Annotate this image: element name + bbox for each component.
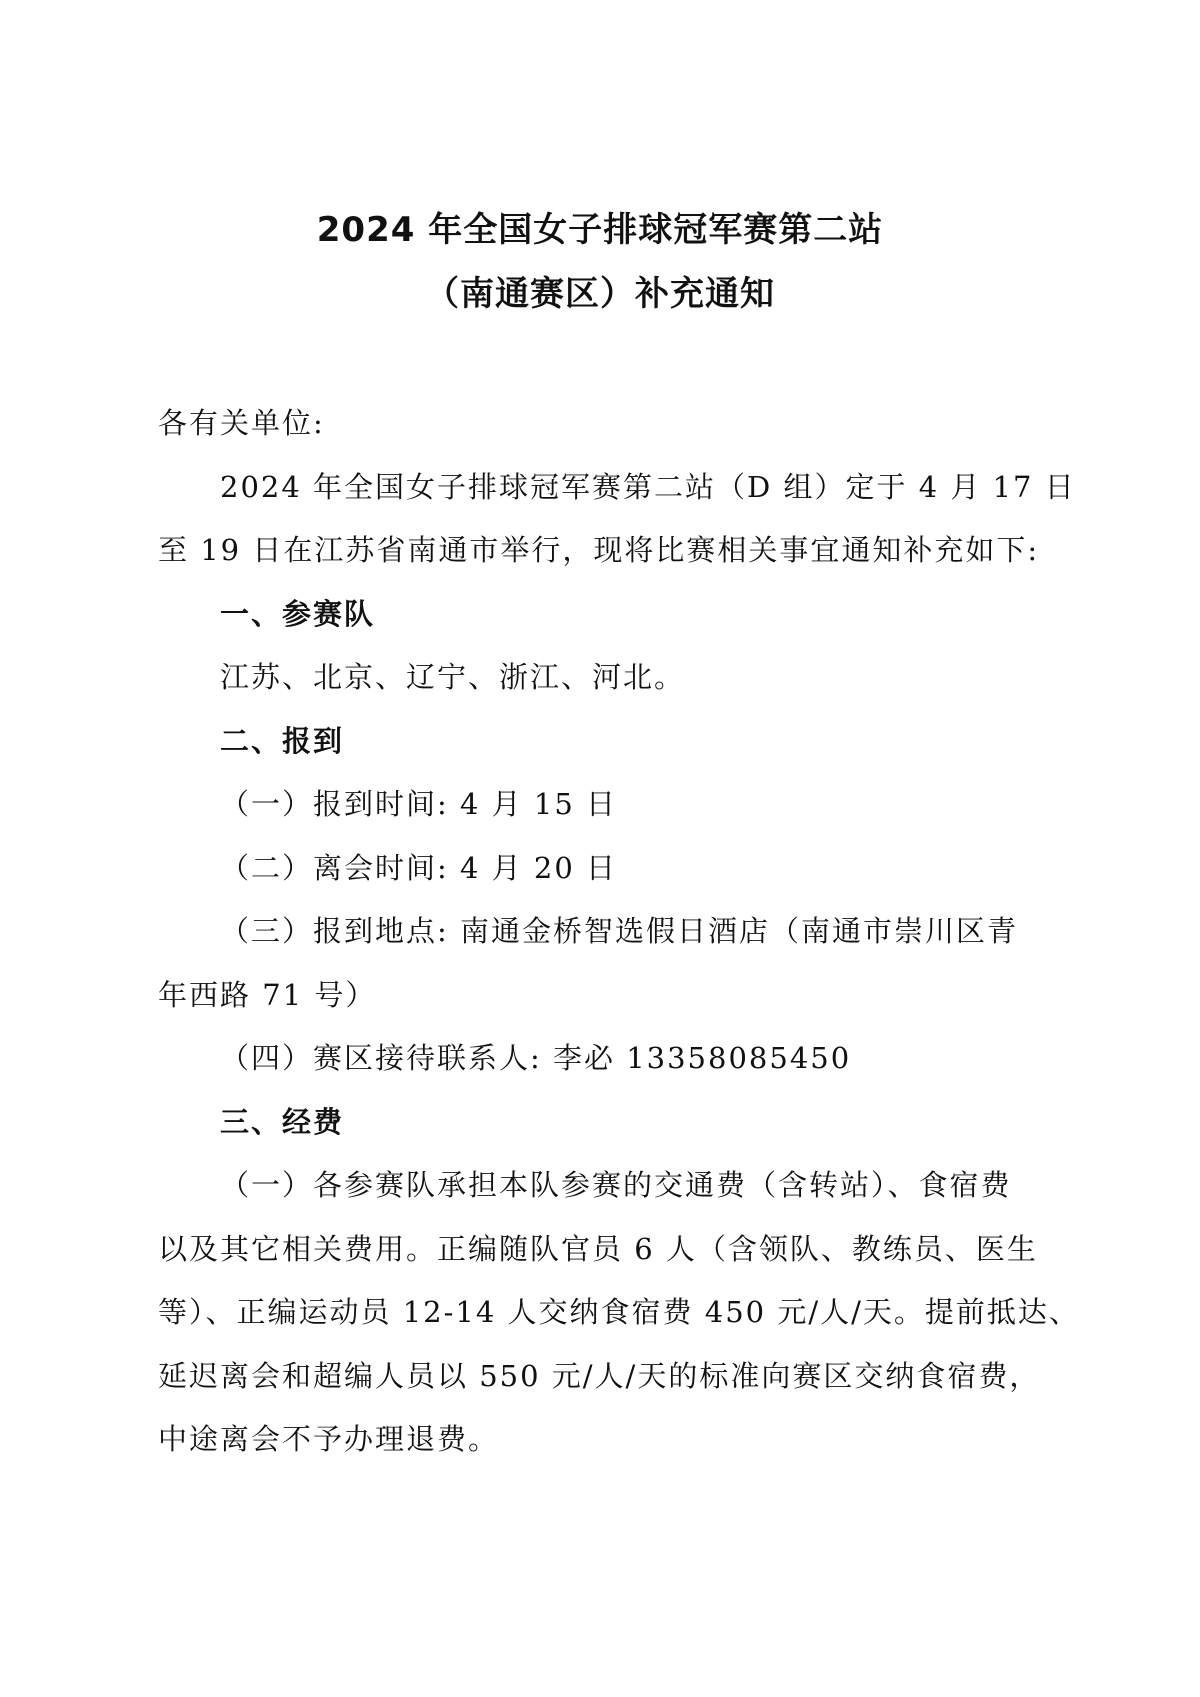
title-line-2: （南通赛区）补充通知 — [425, 274, 775, 314]
registration-location-line-2: 年西路 71 号） — [158, 977, 377, 1012]
registration-location-line-1: （三）报到地点: 南通金桥智选假日酒店（南通市崇川区青 — [220, 914, 1018, 948]
section-heading-teams: 一、参赛队 — [220, 596, 376, 631]
departure-time: （二）离会时间: 4 月 20 日 — [220, 850, 617, 885]
section-heading-expenses: 三、经费 — [220, 1104, 345, 1139]
expenses-line: 中途离会不予办理退费。 — [158, 1422, 500, 1456]
registration-time: （一）报到时间: 4 月 15 日 — [220, 787, 617, 821]
expenses-line: 以及其它相关费用。正编随队官员 6 人（含领队、教练员、医生 — [158, 1231, 1038, 1266]
salutation: 各有关单位: — [158, 406, 325, 440]
document-body — [158, 392, 1080, 1472]
teams-list: 江苏、北京、辽宁、浙江、河北。 — [220, 660, 686, 694]
section-heading-registration: 二、报到 — [220, 723, 345, 758]
intro-line-1: 2024 年全国女子排球冠军赛第二站（D 组）定于 4 月 17 日 — [220, 469, 1076, 504]
expenses-line: 延迟离会和超编人员以 550 元/人/天的标准向赛区交纳食宿费， — [158, 1358, 1041, 1393]
contact-person: （四）赛区接待联系人: 李必 13358085450 — [220, 1041, 852, 1075]
document-title — [0, 198, 1200, 326]
intro-line-2: 至 19 日在江苏省南通市举行，现将比赛相关事宜通知补充如下: — [158, 533, 1040, 567]
expenses-line: （一）各参赛队承担本队参赛的交通费（含转站）、食宿费 — [220, 1168, 1012, 1202]
expenses-line: 等）、正编运动员 12-14 人交纳食宿费 450 元/人/天。提前抵达、 — [158, 1295, 1080, 1329]
title-line-1: 2024 年全国女子排球冠军赛第二站 — [316, 210, 884, 250]
